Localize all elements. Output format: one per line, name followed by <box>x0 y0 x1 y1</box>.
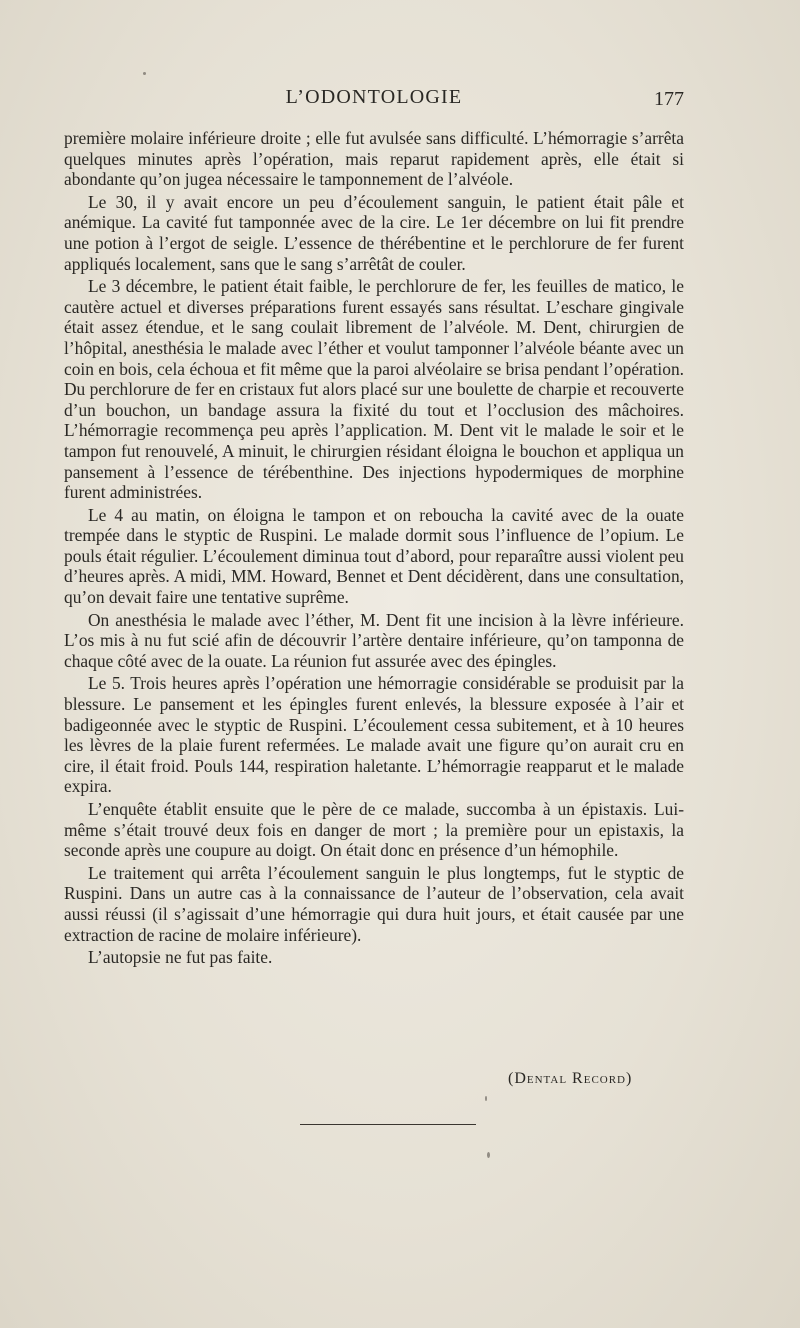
section-divider <box>300 1124 476 1125</box>
page-header <box>64 84 684 112</box>
page-number: 177 <box>654 88 684 110</box>
source-citation: (Dental Record) <box>508 1070 633 1087</box>
paragraph: L’enquête établit ensuite que le père de ce malade, succomba à un épistaxis. Lui-même s’était trouvé deux fois en danger de mort ; la première pour un epistaxis, la seconde après une coupure au doigt. On était donc en présence d’un hémophile. <box>64 799 684 861</box>
print-speck <box>487 1152 490 1158</box>
running-title: L’ODONTOLOGIE <box>285 86 463 108</box>
paragraph: Le 30, il y avait encore un peu d’écoulement sanguin, le patient était pâle et anémique. La cavité fut tamponnée avec de la cire. Le 1er décembre on lui fit prendre une potion à l’ergot de seigle. L’essence de thérébentine et le perchlorure de fer furent appliqués localement, sans que le sang s’arrêtât de couler. <box>64 191 684 274</box>
paragraph: On anesthésia le malade avec l’éther, M. Dent fit une incision à la lèvre inférieure. L’os mis à nu fut scié afin de découvrir l’artère dentaire inférieure, qu’on tamponna de chaque côté avec de la ouate. La réunion fut assurée avec des épingles. <box>64 609 684 671</box>
paragraph: première molaire inférieure droite ; elle fut avulsée sans difficulté. L’hémorragie s’arrêta quelques minutes après l’opération, mais reparut rapidement après, elle était si abondante qu’on jugea nécessaire le tamponnement de l’alvéole. <box>64 128 684 190</box>
paragraph: L’autopsie ne fut pas faite. <box>88 947 273 968</box>
print-speck <box>485 1096 487 1101</box>
paragraph: Le traitement qui arrêta l’écoulement sanguin le plus longtemps, fut le styptic de Ruspini. Dans un autre cas à la connaissance de l’auteur de l’observation, cela avait aussi réussi (il s’agissait d’une hémorragie qui dura huit jours, et était causée par une extraction de racine de molaire inférieure). <box>64 862 684 945</box>
print-speck <box>143 72 146 75</box>
paragraph: Le 3 décembre, le patient était faible, le perchlorure de fer, les feuilles de matico, le cautère actuel et diverses préparations furent essayés sans résultat. L’eschare gingivale était assez étendue, et le sang coulait librement de l’alvéole. M. Dent, chirurgien de l’hôpital, anesthésia le malade avec l’éther et voulut tamponner l’alvéole béante avec un coin en bois, cela échoua et fit même que la paroi alvéolaire se brisa pendant l’opération. Du perchlorure de fer en cristaux fut alors placé sur une boulette de charpie et recouverte d’un bouchon, un bandage assura la fixité du tout et l’occlusion des mâchoires. L’hémorragie recommença peu après l’application. M. Dent vit le malade le soir et le tampon fut renouvelé, A minuit, le chirurgien résidant éloigna le bouchon et appliqua un pansement à l’essence de térébenthine. Des injections hypodermiques de morphine furent administrées. <box>64 276 684 503</box>
paragraph: Le 5. Trois heures après l’opération une hémorragie considérable se produisit par la blessure. Le pansement et les épingles furent enlevés, la blessure exposée à l’air et badigeonnée avec le styptic de Ruspini. L’écoulement cessa subitement, et à 10 heures les lèvres de la plaie furent refermées. Le malade avait une figure qu’on aurait cru en cire, il était froid. Pouls 144, respiration haletante. L’hémorragie reapparut et le malade expira. <box>64 673 684 797</box>
paragraph: Le 4 au matin, on éloigna le tampon et on reboucha la cavité avec de la ouate trempée dans le styptic de Ruspini. Le malade dormit sous l’influence de l’opium. Le pouls était régulier. L’écoulement diminua tout d’abord, pour reparaître aussi violent peu d’heures après. A midi, MM. Howard, Bennet et Dent décidèrent, dans une consultation, qu’on devait faire une tentative suprême. <box>64 504 684 608</box>
article-body <box>64 128 684 970</box>
